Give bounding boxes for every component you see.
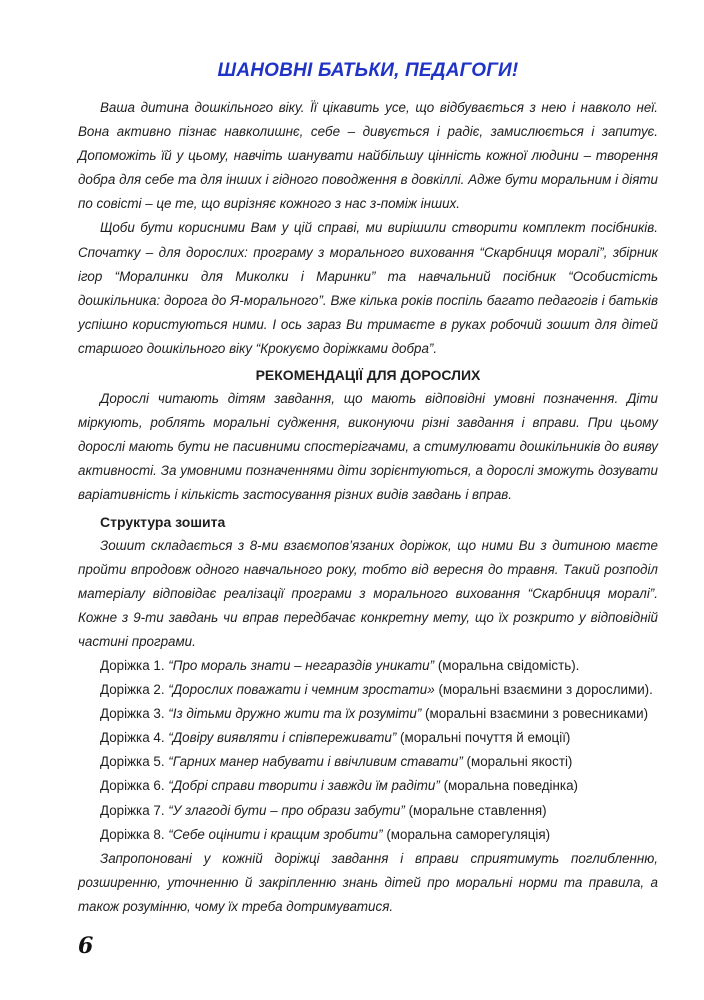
intro-paragraph-1: Ваша дитина дошкільного віку. Її цікавить усе, що відбувається з нею і навколо неї. Вона активно пізнає навколишнє, себе – дивується і радіє, замислюється і запитує. Допоможіть їй у цьому, навчіть шанувати найбільшу цінність кожної людини – творення добра для себе та для інших і гідного поводження в довкіллі. Адже бути моральним і діяти по совісті – це те, що вирізняє кожного з нас з-поміж інших.: [78, 100, 658, 212]
track-title: “Гарних манер набувати і ввічливим ставати”: [168, 754, 463, 770]
track-note: (моральні почуття й емоції): [400, 730, 571, 746]
page-title: ШАНОВНІ БАТЬКИ, ПЕДАГОГИ!: [217, 60, 519, 81]
track-label: Доріжка 8.: [100, 826, 165, 842]
recommendations-text: Дорослі читають дітям завдання, що мають відповідні умовні позначення. Діти міркують, роблять моральні судження, виконуючи різні завдання і вправи. При цьому дорослі мають бути не пасивними спостерігачами, а стимулювати дошкільників до вияву активності. За умовними позначеннями діти зорієнтуються, а дорослі зможуть дозувати варіативність і кількість застосування різних видів завдань і вправ.: [78, 391, 658, 503]
track-label: Доріжка 6.: [100, 778, 165, 794]
track-title: “Себе оцінити і кращим зробити”: [168, 826, 383, 842]
track-note: (моральні взаємини з ровесниками): [425, 706, 649, 722]
document-page: [78, 58, 658, 919]
track-note: (моральна саморегуляція): [386, 826, 551, 842]
track-label: Доріжка 1.: [100, 657, 165, 673]
track-item: [100, 678, 658, 702]
track-title: “У злагоді бути – про образи забути”: [168, 802, 405, 818]
track-item: [100, 654, 658, 678]
track-title: “Із дітьми дружно жити та їх розуміти”: [168, 706, 422, 722]
track-item: [100, 774, 658, 798]
intro-paragraph-2: Щоби бути корисними Вам у цій справі, ми вирішили створити комплект посібників. Спочатку – для дорослих: програму з морального виховання “Скарбниця моралі”, збірник ігор “Моралинки для Миколки і Маринки” та навчальний посібник “Особистість дошкільника: дорога до Я-морального”. Вже кілька років поспіль багато педагогів і батьків успішно користуються ними. І ось зараз Ви тримаєте в руках робочий зошит для дітей старшого дошкільного віку “Крокуємо доріжками добра”.: [78, 220, 658, 356]
track-label: Доріжка 2.: [100, 682, 165, 698]
structure-heading: Структура зошита: [100, 513, 226, 530]
track-title: “Добрі справи творити і завжди їм радіти”: [168, 778, 440, 794]
track-note: (моральне ставлення): [408, 802, 547, 818]
tracks-list: [78, 654, 658, 847]
track-item: [100, 726, 658, 750]
track-item: [100, 702, 658, 726]
track-note: (моральні якості): [466, 754, 573, 770]
track-item: [100, 799, 658, 823]
closing-paragraph: Запропоновані у кожній доріжці завдання і вправи сприятимуть поглибленню, розширенню, уточненню й закріпленню знань дітей про моральні норми та правила, а також розумінню, чому їх треба дотримуватися.: [78, 850, 658, 914]
track-note: (моральна поведінка): [443, 778, 578, 794]
track-title: “Дорослих поважати і чемним зростати»: [168, 682, 435, 698]
track-label: Доріжка 7.: [100, 802, 165, 818]
track-item: [100, 823, 658, 847]
track-note: (моральна свідомість).: [437, 657, 580, 673]
track-label: Доріжка 5.: [100, 754, 165, 770]
track-title: “Про мораль знати – негараздів уникати”: [168, 657, 435, 673]
track-item: [100, 750, 658, 774]
page-number: 6: [78, 933, 94, 959]
track-title: “Довіру виявляти і співпереживати”: [168, 730, 397, 746]
recommendations-heading: РЕКОМЕНДАЦІЇ ДЛЯ ДОРОСЛИХ: [255, 367, 481, 384]
track-note: (моральні взаємини з дорослими).: [438, 682, 653, 698]
track-label: Доріжка 4.: [100, 730, 165, 746]
structure-text: Зошит складається з 8-ми взаємопов’язаних доріжок, що ними Ви з дитиною маєте пройти впродовж одного навчального року, тобто від вересня до травня. Такий розподіл матеріалу відповідає реалізації програми з морального виховання “Скарбниця моралі”. Кожне з 9-ти завдань чи вправ передбачає конкретну мету, що їх розкрито у відповідній частині програми.: [78, 537, 658, 649]
track-label: Доріжка 3.: [100, 706, 165, 722]
